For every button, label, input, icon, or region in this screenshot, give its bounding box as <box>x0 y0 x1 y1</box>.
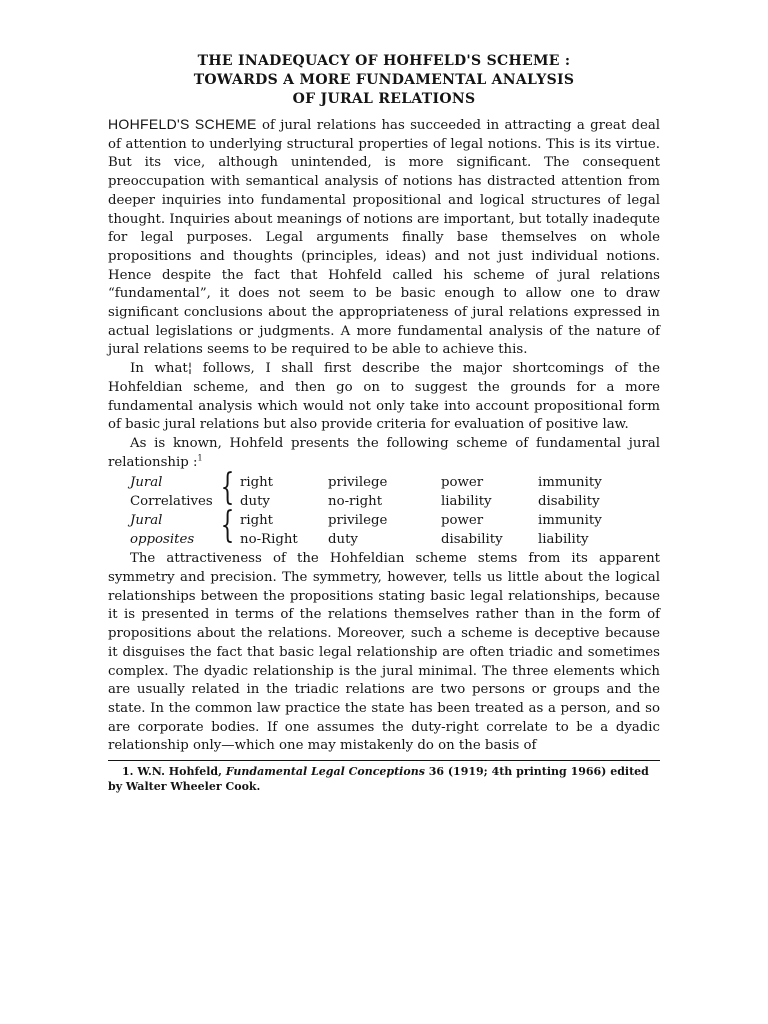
paragraph-2: In what¦ follows, I shall first describe the major shortcomings of the Hohfeldian scheme, and then go on to suggest the grounds for a more fundamental analysis which would not only take into account propositional form of basic jural relations but also provide criteria for evaluation of positive law. <box>108 361 660 433</box>
footnote-work-title: Fundamental Legal Conceptions <box>225 765 425 779</box>
group-label: Jural <box>130 513 163 529</box>
footnote-author: W.N. Hohfeld, <box>133 765 226 779</box>
page-title <box>108 52 660 109</box>
paragraph-4: The attractiveness of the Hohfeldian scheme stems from its apparent symmetry and precision. The symmetry, however, tells us little about the logical relationships between the propositions stating basic legal relationships, because it is presented in terms of the relations themselves rather than in the form of propositions about the relations. Moreover, such a scheme is deceptive because it disguises the fact that basic legal relationship are often triadic and sometimes complex. The dyadic relationship is the jural minimal. The three elements which are usually related in the triadic relations are two persons or groups and the state. In the common law practice the state has been treated as a person, and so are corporate bodies. If one assumes the duty-right correlate to be a dyadic relationship only—which one may mistakenly do on the basis of <box>108 551 660 754</box>
scheme-cell: right <box>240 475 274 491</box>
scheme-cell: liability <box>538 532 589 548</box>
group-label: opposites <box>130 532 195 548</box>
scheme-cell: privilege <box>328 475 388 491</box>
footnote-divider <box>108 760 660 761</box>
scheme-cell: privilege <box>328 513 388 529</box>
lead-in: HOHFELD'S SCHEME <box>108 116 257 132</box>
scheme-cell: duty <box>240 494 270 510</box>
scheme-cell: power <box>441 513 484 529</box>
scheme-cell: disability <box>538 494 600 510</box>
brace-opposites: { <box>220 505 235 547</box>
title-line-2: TOWARDS A MORE FUNDAMENTAL ANALYSIS <box>193 72 575 88</box>
footnote-number: 1. <box>122 765 134 779</box>
brace-correlatives: { <box>220 467 235 509</box>
scheme-cell: no-right <box>328 494 383 510</box>
title-line-3: OF JURAL RELATIONS <box>292 91 476 107</box>
paragraph-1 <box>108 115 660 360</box>
footnote <box>108 764 660 794</box>
scheme-cell: duty <box>328 532 358 548</box>
scheme-cell: power <box>441 475 484 491</box>
paragraph-1-text: of jural relations has succeeded in attracting a great deal of attention to underlying structural properties of legal notions. This is its virtue. But its vice, although unintended, is more significant. The consequent preoccupation with semantical analysis of notions has distracted attention from deeper inquiries into fundamental propositional and logical structures of legal thought. Inquiries about meanings of notions are important, but totally inadequte for legal purposes. Legal arguments finally base themselves on whole propositions and thoughts (principles, ideas) and not just individual notions. Hence despite the fact that Hohfeld called his scheme of jural relations “fundamental”, it does not seem to be basic enough to allow one to draw significant conclusions about the appropriateness of jural relations expressed in actual legislations or judgments. A more fundamental analysis of the nature of jural relations seems to be required to be able to achieve this. <box>108 118 661 358</box>
footnote-rest: 36 (1919; 4th printing 1966) edited by Walter Wheeler Cook. <box>108 765 649 794</box>
group-label: Correlatives <box>130 494 213 510</box>
paragraph-3 <box>108 435 660 472</box>
document-page <box>108 52 660 794</box>
scheme-cell: immunity <box>538 513 602 529</box>
scheme-cell: liability <box>441 494 492 510</box>
title-line-1: THE INADEQUACY OF HOHFELD'S SCHEME : <box>197 53 571 69</box>
scheme-cell: no-Right <box>240 532 298 548</box>
scheme-cell: right <box>240 513 274 529</box>
scheme-cell: immunity <box>538 475 602 491</box>
group-label: Jural <box>130 475 163 491</box>
scheme-cell: disability <box>441 532 503 548</box>
paragraph-3-text: As is known, Hohfeld presents the following scheme of fundamental jural relationship : <box>108 435 660 470</box>
footnote-reference: 1 <box>197 453 203 463</box>
hohfeld-scheme-table <box>108 467 660 549</box>
